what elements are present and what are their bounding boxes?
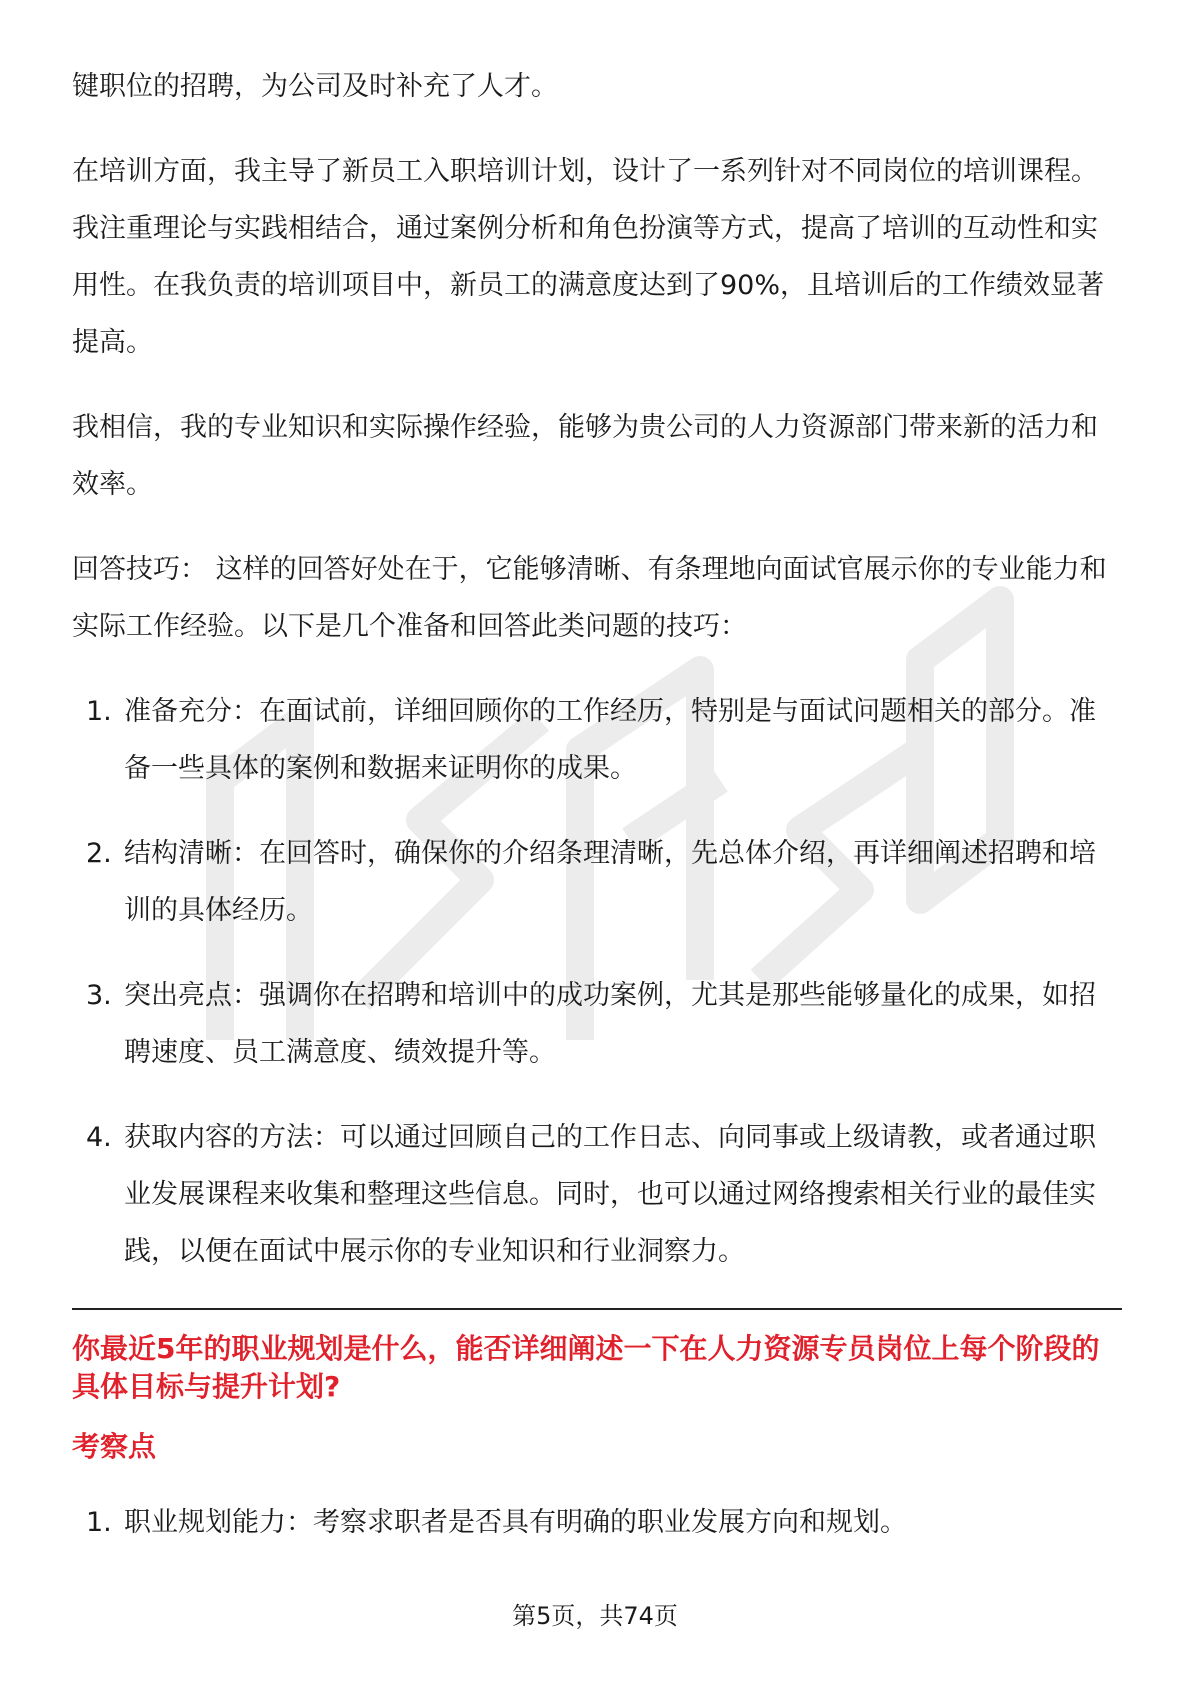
document-body xyxy=(72,58,1122,1579)
paragraph-belief: 我相信，我的专业知识和实际操作经验，能够为贵公司的人力资源部门带来新的活力和效率。 xyxy=(72,412,1098,500)
list-item: 2. 结构清晰：在回答时，确保你的介绍条理清晰，先总体介绍，再详细阐述招聘和培训的具体经历。 xyxy=(86,838,1096,926)
list-item: 3. 突出亮点：强调你在招聘和培训中的成功案例，尤其是那些能够量化的成果，如招聘速度、员工满意度、绩效提升等。 xyxy=(86,980,1096,1068)
question-heading: 你最近5年的职业规划是什么，能否详细阐述一下在人力资源专员岗位上每个阶段的具体目标与提升计划? xyxy=(72,1332,1100,1403)
tips-list xyxy=(72,683,1122,1280)
page-footer: 第5页，共74页 xyxy=(512,1602,678,1630)
assessment-points-list xyxy=(72,1494,1122,1551)
paragraph-recruitment-end: 键职位的招聘，为公司及时补充了人才。 xyxy=(72,71,558,102)
list-item: 4. 获取内容的方法：可以通过回顾自己的工作日志、向同事或上级请教，或者通过职业发展课程来收集和整理这些信息。同时，也可以通过网络搜索相关行业的最佳实践，以便在面试中展示你的专业知识和行业洞察力。 xyxy=(86,1122,1096,1267)
paragraph-training: 在培训方面，我主导了新员工入职培训计划，设计了一系列针对不同岗位的培训课程。我注重理论与实践相结合，通过案例分析和角色扮演等方式，提高了培训的互动性和实用性。在我负责的培训项目中，新员工的满意度达到了90%，且培训后的工作绩效显著提高。 xyxy=(72,156,1105,358)
paragraph-answer-tips: 回答技巧： 这样的回答好处在于，它能够清晰、有条理地向面试官展示你的专业能力和实际工作经验。以下是几个准备和回答此类问题的技巧： xyxy=(72,554,1107,642)
subheading-assessment-points: 考察点 xyxy=(72,1430,157,1463)
list-item: 1. 职业规划能力：考察求职者是否具有明确的职业发展方向和规划。 xyxy=(86,1507,907,1538)
section-divider xyxy=(72,1308,1122,1310)
list-item: 1. 准备充分：在面试前，详细回顾你的工作经历，特别是与面试问题相关的部分。准备一些具体的案例和数据来证明你的成果。 xyxy=(86,696,1096,784)
